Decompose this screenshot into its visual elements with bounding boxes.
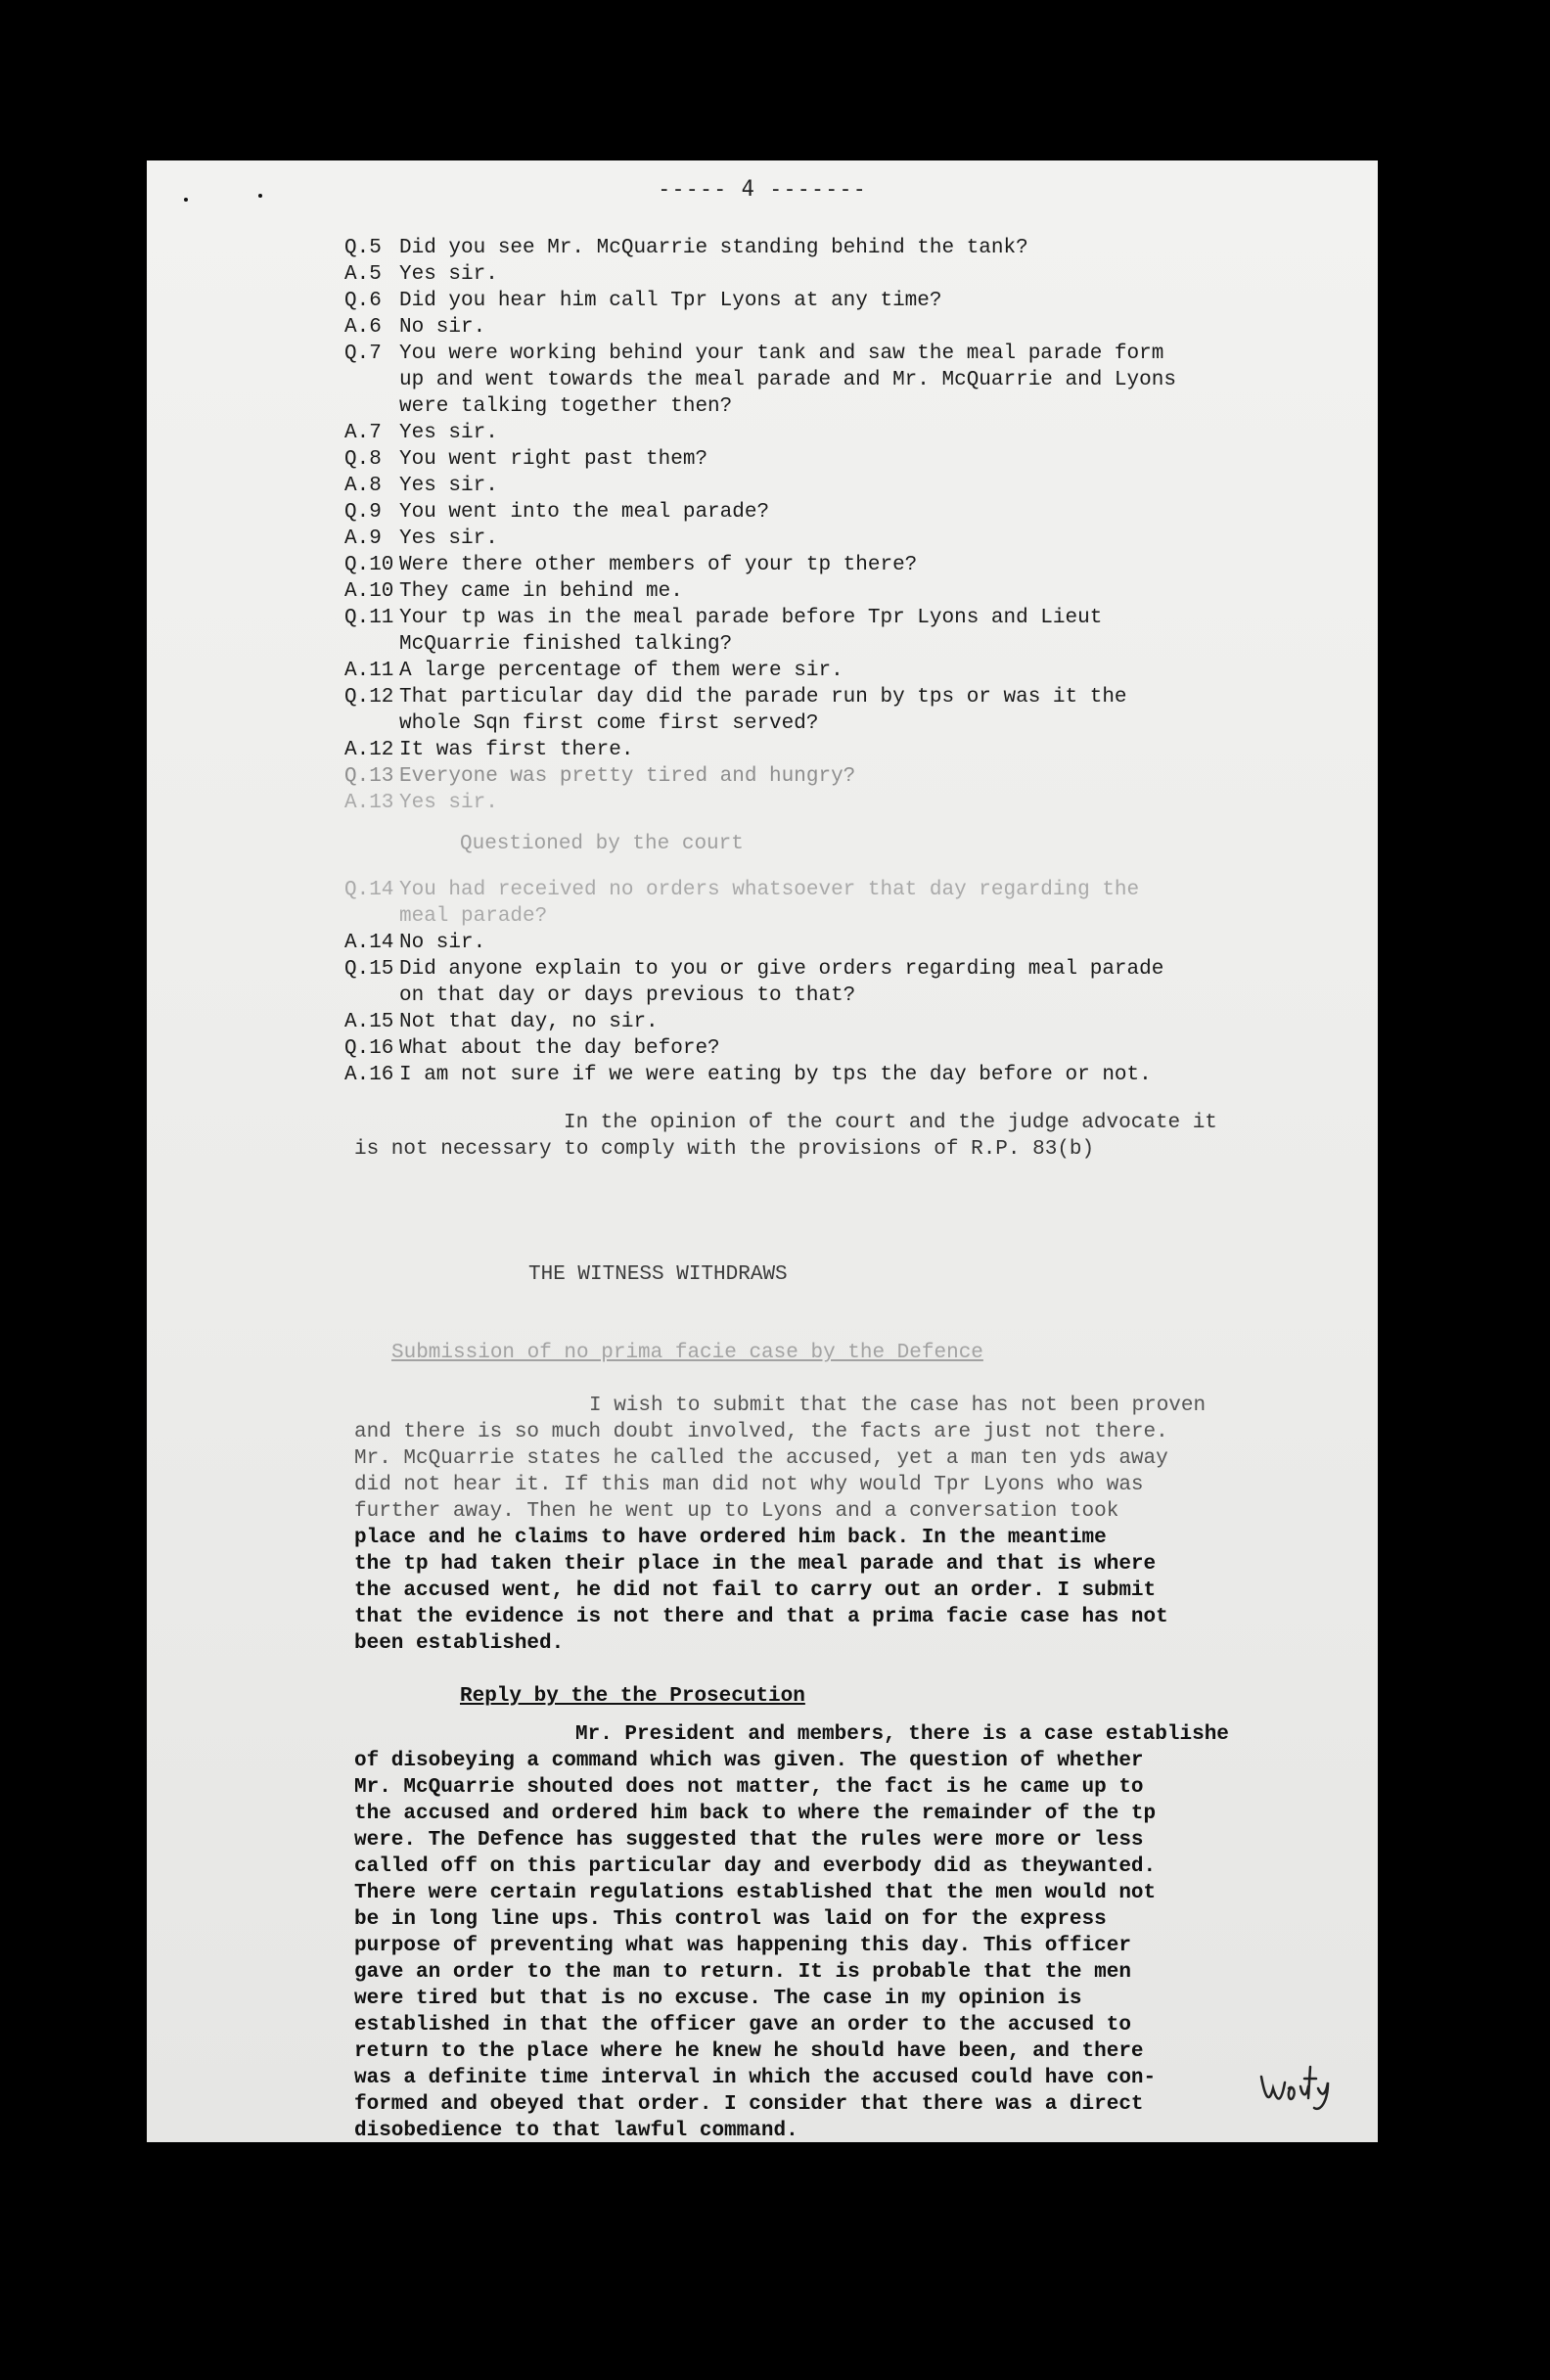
qa-line: [344, 631, 1339, 658]
qa-line: [344, 956, 1339, 983]
qa-text: A large percentage of them were sir.: [399, 660, 843, 682]
qa-line: [344, 473, 1339, 499]
qa-text: You had received no orders whatsoever that day regarding the: [399, 879, 1140, 901]
qa-line: [344, 288, 1339, 314]
witness-withdraws-note: THE WITNESS WITHDRAWS: [528, 1263, 788, 1286]
paragraph-line: were. The Defence has suggested that the rules were more or less: [354, 1829, 1144, 1852]
qa-number: A.15: [344, 1011, 394, 1033]
opinion-line: In the opinion of the court and the judge advocate it: [564, 1112, 1217, 1134]
qa-line: [344, 684, 1339, 710]
paragraph-line: return to the place where he knew he should have been, and there: [354, 2040, 1144, 2063]
qa-text: Did you hear him call Tpr Lyons at any time?: [399, 290, 942, 312]
qa-number: A.9: [344, 527, 382, 550]
paragraph-line: of disobeying a command which was given. The question of whether: [354, 1750, 1144, 1772]
qa-text: It was first there.: [399, 739, 634, 761]
paragraph-line: the accused went, he did not fail to carry out an order. I submit: [354, 1579, 1157, 1602]
qa-text: up and went towards the meal parade and Mr. McQuarrie and Lyons: [399, 369, 1176, 391]
qa-text: Yes sir.: [399, 263, 498, 286]
qa-text: You were working behind your tank and saw the meal parade form: [399, 343, 1164, 365]
qa-line: [344, 1009, 1339, 1035]
opinion-paragraph: [354, 1110, 1217, 1163]
qa-number: A.10: [344, 580, 394, 603]
qa-number: A.6: [344, 316, 382, 339]
qa-line: [344, 499, 1339, 526]
opinion-line: is not necessary to comply with the provisions of R.P. 83(b): [354, 1138, 1095, 1161]
paragraph-line: Mr. McQuarrie shouted does not matter, the fact is he came up to: [354, 1776, 1144, 1799]
qa-line: [344, 605, 1339, 631]
qa-number: Q.5: [344, 237, 382, 259]
qa-text: meal parade?: [399, 905, 548, 928]
qa-text: Did you see Mr. McQuarrie standing behind the tank?: [399, 237, 1028, 259]
paragraph-line: place and he claims to have ordered him back. In the meantime: [354, 1527, 1107, 1549]
paragraph-line: be in long line ups. This control was laid on for the express: [354, 1908, 1107, 1931]
qa-number: A.11: [344, 660, 394, 682]
qa-number: A.13: [344, 792, 394, 814]
qa-text: They came in behind me.: [399, 580, 683, 603]
qa-text: Yes sir.: [399, 475, 498, 497]
qa-line: [344, 983, 1339, 1009]
qa-number: Q.14: [344, 879, 394, 901]
paragraph-line: were tired but that is no excuse. The case in my opinion is: [354, 1988, 1082, 2010]
paragraph-line: did not hear it. If this man did not why would Tpr Lyons who was: [354, 1474, 1144, 1496]
qa-text: No sir.: [399, 932, 486, 954]
qa-line: [344, 393, 1339, 420]
qa-number: Q.11: [344, 607, 394, 629]
defence-submission-title: Submission of no prima facie case by the Defence: [391, 1342, 983, 1364]
qa-number: Q.10: [344, 554, 394, 576]
qa-line: [344, 578, 1339, 605]
paragraph-line: and there is so much doubt involved, the facts are just not there.: [354, 1421, 1168, 1443]
handwritten-initials: [1257, 2059, 1345, 2118]
paragraph-line: formed and obeyed that order. I consider that there was a direct: [354, 2093, 1144, 2116]
qa-line: [344, 658, 1339, 684]
paragraph-line: There were certain regulations established that the men would not: [354, 1882, 1157, 1904]
qa-text: McQuarrie finished talking?: [399, 633, 733, 656]
qa-line: [344, 763, 1339, 790]
qa-line: [344, 903, 1339, 930]
prosecution-reply-paragraph: [354, 1721, 1229, 2144]
qa-line: [344, 930, 1339, 956]
paragraph-line: the tp had taken their place in the meal parade and that is where: [354, 1553, 1157, 1576]
qa-number: [344, 367, 399, 393]
qa-line: [344, 877, 1339, 903]
qa-block-court: [344, 877, 1339, 1088]
qa-text: Yes sir.: [399, 527, 498, 550]
qa-number: A.5: [344, 263, 382, 286]
qa-number: [344, 393, 399, 420]
qa-text: You went right past them?: [399, 448, 708, 471]
qa-text: Did anyone explain to you or give orders regarding meal parade: [399, 958, 1164, 981]
qa-text: Not that day, no sir.: [399, 1011, 659, 1033]
qa-number: Q.7: [344, 343, 382, 365]
qa-line: [344, 314, 1339, 341]
qa-text: You went into the meal parade?: [399, 501, 770, 524]
page-number: ----- 4 -------: [658, 177, 867, 202]
qa-text: I am not sure if we were eating by tps the day before or not.: [399, 1064, 1152, 1086]
qa-text: No sir.: [399, 316, 486, 339]
paragraph-line: called off on this particular day and everbody did as theywanted.: [354, 1855, 1157, 1878]
prosecution-reply-title: Reply by the the Prosecution: [460, 1685, 805, 1708]
qa-number: Q.16: [344, 1037, 394, 1060]
qa-number: [344, 710, 399, 737]
qa-line: [344, 446, 1339, 473]
qa-line: [344, 526, 1339, 552]
qa-number: A.16: [344, 1064, 394, 1086]
qa-text: were talking together then?: [399, 395, 733, 418]
paragraph-line: the accused and ordered him back to where the remainder of the tp: [354, 1803, 1157, 1825]
qa-text: on that day or days previous to that?: [399, 984, 856, 1007]
paragraph-line: that the evidence is not there and that a prima facie case has not: [354, 1606, 1168, 1628]
paragraph-line: further away. Then he went up to Lyons and a conversation took: [354, 1500, 1119, 1523]
paragraph-line: purpose of preventing what was happening this day. This officer: [354, 1935, 1131, 1957]
qa-text: Were there other members of your tp there?: [399, 554, 918, 576]
qa-number: Q.6: [344, 290, 382, 312]
qa-number: A.8: [344, 475, 382, 497]
document-page: [147, 160, 1378, 2142]
qa-number: [344, 983, 399, 1009]
qa-line: [344, 790, 1339, 816]
qa-number: Q.13: [344, 765, 394, 788]
qa-line: [344, 552, 1339, 578]
paragraph-line: I wish to submit that the case has not been proven: [589, 1395, 1207, 1417]
qa-number: Q.15: [344, 958, 394, 981]
qa-line: [344, 367, 1339, 393]
paragraph-line: Mr. President and members, there is a case establishe: [575, 1723, 1229, 1746]
qa-number: A.12: [344, 739, 394, 761]
qa-number: A.14: [344, 932, 394, 954]
qa-line: [344, 420, 1339, 446]
paragraph-line: was a definite time interval in which the accused could have con-: [354, 2067, 1157, 2089]
qa-text: That particular day did the parade run by tps or was it the: [399, 686, 1127, 709]
qa-text: Yes sir.: [399, 422, 498, 444]
qa-line: [344, 1035, 1339, 1062]
qa-number: Q.9: [344, 501, 382, 524]
qa-text: whole Sqn first come first served?: [399, 712, 819, 735]
court-questions-heading: Questioned by the court: [460, 833, 744, 855]
paragraph-line: Mr. McQuarrie states he called the accused, yet a man ten yds away: [354, 1447, 1168, 1470]
paragraph-line: gave an order to the man to return. It is probable that the men: [354, 1961, 1131, 1984]
qa-number: Q.12: [344, 686, 394, 709]
qa-number: A.7: [344, 422, 382, 444]
qa-text: Your tp was in the meal parade before Tpr Lyons and Lieut: [399, 607, 1103, 629]
defence-submission-paragraph: [354, 1393, 1206, 1657]
qa-number: [344, 903, 399, 930]
qa-text: Everyone was pretty tired and hungry?: [399, 765, 856, 788]
paragraph-line: disobedience to that lawful command.: [354, 2120, 798, 2142]
qa-line: [344, 1062, 1339, 1088]
paragraph-line: established in that the officer gave an order to the accused to: [354, 2014, 1131, 2037]
qa-line: [344, 341, 1339, 367]
qa-line: [344, 261, 1339, 288]
qa-line: [344, 235, 1339, 261]
qa-number: [344, 631, 399, 658]
qa-line: [344, 710, 1339, 737]
qa-number: Q.8: [344, 448, 382, 471]
qa-text: Yes sir.: [399, 792, 498, 814]
paragraph-line: been established.: [354, 1632, 565, 1655]
qa-line: [344, 737, 1339, 763]
qa-block-prosecution: [344, 235, 1339, 816]
qa-text: What about the day before?: [399, 1037, 720, 1060]
